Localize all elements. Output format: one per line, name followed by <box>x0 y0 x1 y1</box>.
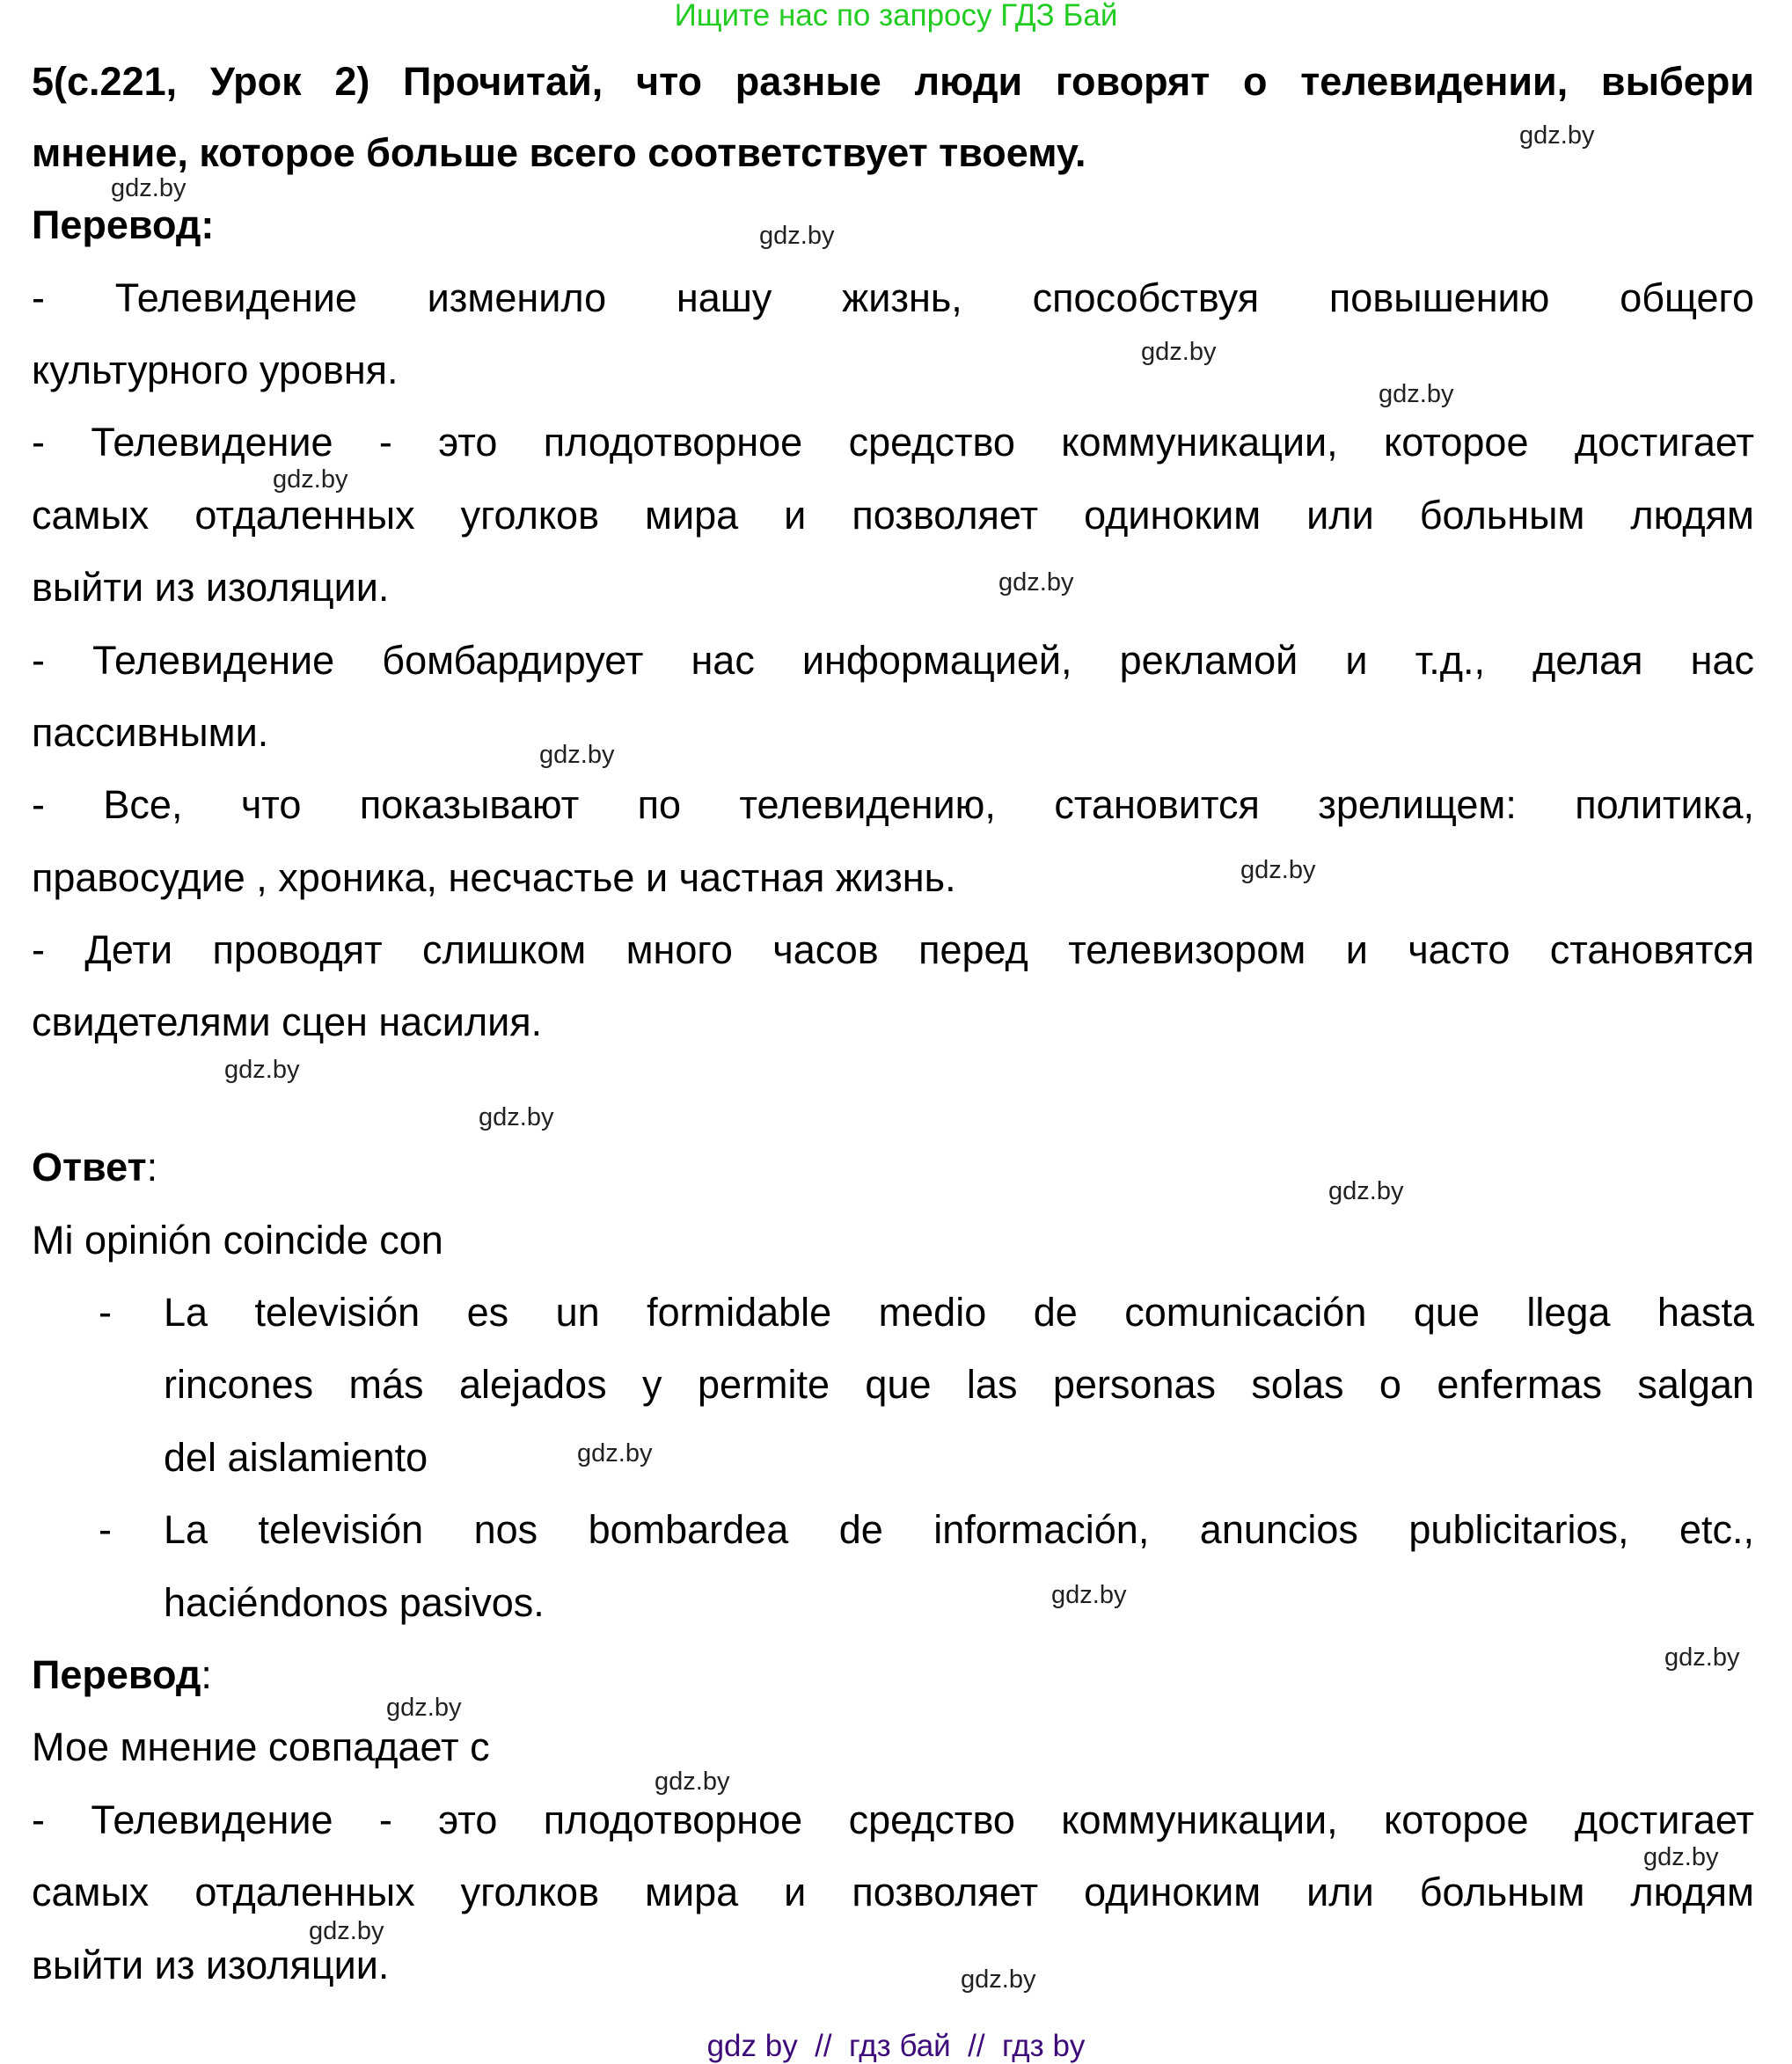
answer-heading-label: Ответ <box>32 1145 147 1189</box>
watermark: gdz.by <box>539 741 615 769</box>
translation2-line: Мое мнение совпадает с <box>32 1724 490 1769</box>
answer-line: La televisión es un formidable medio de comunicación que llega hasta <box>164 1290 1754 1335</box>
translation-heading: Перевод: <box>32 202 215 247</box>
translation-line: культурного уровня. <box>32 348 399 392</box>
translation-line: правосудие , хроника, несчастье и частная жизнь. <box>32 855 956 900</box>
footer-links: gdz by // гдз бай // гдз by <box>706 2029 1086 2063</box>
answer-line: rincones más alejados y permite que las personas solas o enfermas salgan <box>164 1362 1754 1407</box>
watermark: gdz.by <box>479 1103 554 1131</box>
task-title-line-2: мнение, которое больше всего соответствует твоему. <box>32 130 1086 175</box>
translation-line: свидетелями сцен насилия. <box>32 999 543 1044</box>
translation-line: - Дети проводят слишком много часов перед телевизором и часто становятся <box>32 927 1754 972</box>
watermark: gdz.by <box>309 1917 384 1945</box>
watermark: gdz.by <box>998 568 1074 597</box>
watermark: gdz.by <box>1379 380 1454 408</box>
watermark: gdz.by <box>1141 338 1217 366</box>
translation-line: - Телевидение - это плодотворное средство коммуникации, которое достигает <box>32 420 1754 465</box>
translation2-heading <box>32 1640 1754 1710</box>
translation-line: самых отдаленных уголков мира и позволяет одиноким или больным людям <box>32 493 1754 538</box>
translation-line: выйти из изоляции. <box>32 565 390 610</box>
answer-line: La televisión nos bombardea de información, anuncios publicitarios, etc., <box>164 1507 1754 1552</box>
translation2-heading-label: Перевод <box>32 1652 201 1697</box>
watermark: gdz.by <box>655 1768 730 1796</box>
watermark: gdz.by <box>111 174 187 202</box>
search-banner: Ищите нас по запросу ГДЗ Бай <box>674 0 1118 33</box>
watermark: gdz.by <box>577 1439 653 1467</box>
watermark: gdz.by <box>1643 1843 1719 1871</box>
answer-intro: Mi opinión coincide con <box>32 1218 443 1263</box>
watermark: gdz.by <box>1664 1643 1740 1672</box>
watermark: gdz.by <box>1328 1177 1404 1205</box>
translation-line: - Телевидение бомбардирует нас информацией, рекламой и т.д., делая нас <box>32 638 1754 683</box>
answer-heading-colon: : <box>146 1145 158 1189</box>
task-title-line-1: 5(с.221, Урок 2) Прочитай, что разные люди говорят о телевидении, выбери <box>32 59 1754 104</box>
translation2-line: самых отдаленных уголков мира и позволяет одиноким или больным людям <box>32 1870 1754 1914</box>
translation2-line: выйти из изоляции. <box>32 1943 390 1987</box>
watermark: gdz.by <box>1519 121 1595 150</box>
translation2-heading-colon: : <box>201 1652 212 1697</box>
watermark: gdz.by <box>273 465 348 494</box>
translation2-line: - Телевидение - это плодотворное средство коммуникации, которое достигает <box>32 1797 1754 1842</box>
watermark: gdz.by <box>961 1965 1036 1994</box>
answer-line: haciéndonos pasivos. <box>164 1580 545 1625</box>
answer-heading <box>32 1132 1754 1203</box>
watermark: gdz.by <box>759 222 835 250</box>
translation-line: - Телевидение изменило нашу жизнь, способствуя повышению общего <box>32 275 1754 320</box>
translation-line: - Все, что показывают по телевидению, становится зрелищем: политика, <box>32 782 1754 827</box>
list-bullet-dash: - <box>99 1507 112 1552</box>
translation-line: пассивными. <box>32 710 269 755</box>
list-bullet-dash: - <box>99 1290 112 1335</box>
watermark: gdz.by <box>1051 1581 1127 1609</box>
answer-line: del aislamiento <box>164 1435 428 1480</box>
watermark: gdz.by <box>224 1056 300 1084</box>
watermark: gdz.by <box>1240 856 1316 884</box>
watermark: gdz.by <box>386 1694 462 1722</box>
